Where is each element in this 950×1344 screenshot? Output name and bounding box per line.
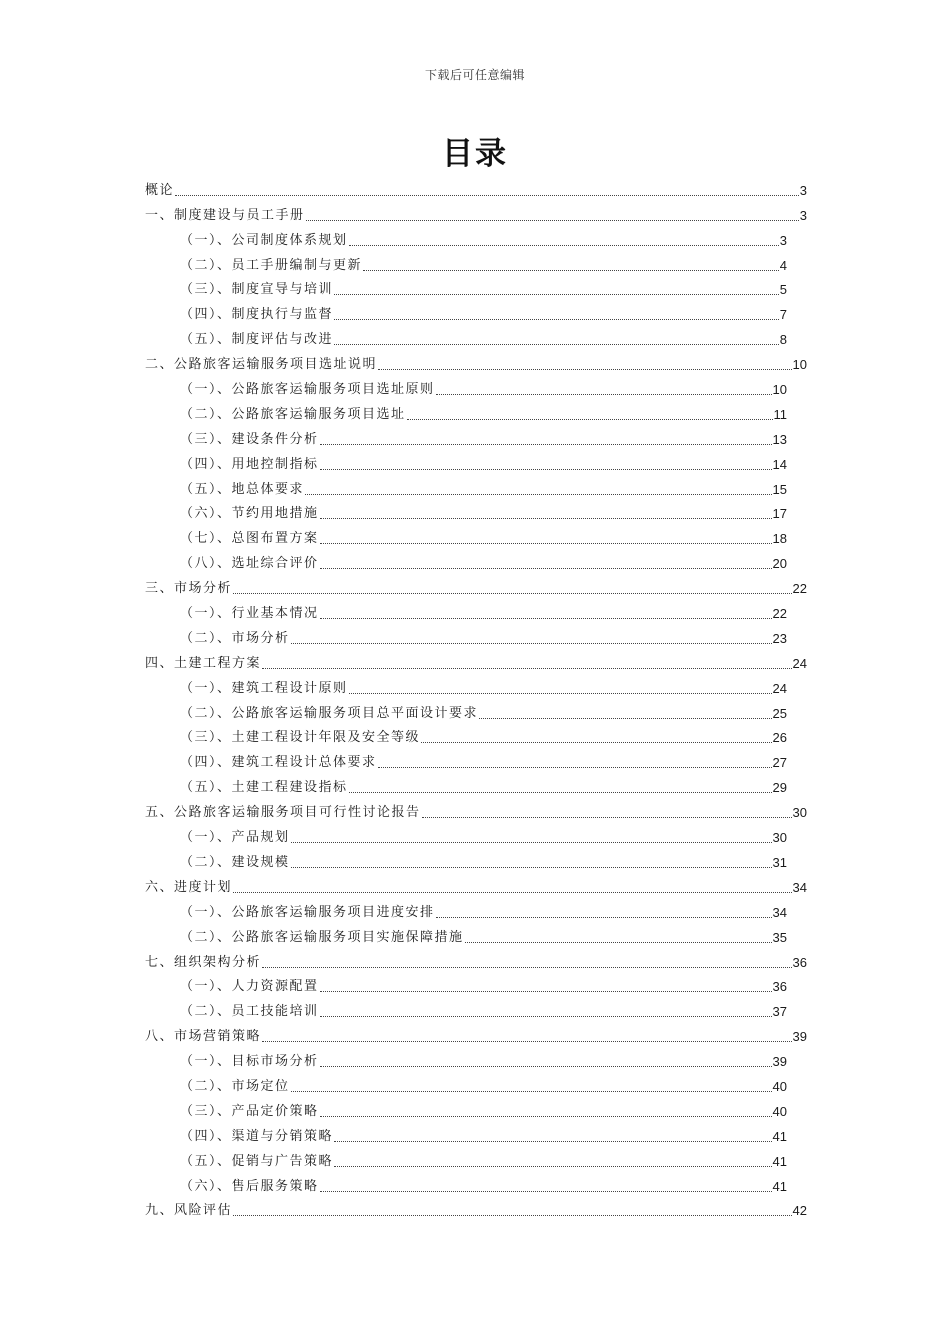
toc-dot-leader — [305, 494, 772, 495]
toc-entry-label: 四、土建工程方案 — [145, 655, 262, 671]
toc-entry[interactable] — [145, 348, 807, 373]
toc-entry[interactable] — [145, 672, 807, 697]
toc-entry-page: 11 — [773, 406, 787, 422]
toc-entry[interactable] — [145, 946, 807, 971]
toc-entry-page: 24 — [792, 655, 807, 671]
toc-entry[interactable] — [145, 473, 807, 498]
toc-entry-page: 41 — [772, 1178, 787, 1194]
toc-entry-label: （二）、公路旅客运输服务项目选址 — [180, 406, 406, 422]
toc-entry-label: （一）、目标市场分析 — [180, 1054, 319, 1070]
toc-dot-leader — [320, 568, 772, 569]
toc-dot-leader — [233, 892, 792, 893]
toc-dot-leader — [349, 245, 779, 246]
toc-entry-page: 24 — [772, 680, 787, 696]
toc-entry-label: 一、制度建设与员工手册 — [145, 207, 305, 223]
toc-entry-label: 二、公路旅客运输服务项目选址说明 — [145, 357, 378, 373]
toc-dot-leader — [334, 1141, 772, 1142]
toc-entry-page: 30 — [792, 805, 807, 821]
toc-entry[interactable] — [145, 771, 807, 796]
toc-entry[interactable] — [145, 199, 807, 224]
toc-entry-label: （三）、制度宣导与培训 — [180, 282, 334, 298]
toc-entry-page: 27 — [772, 755, 787, 771]
toc-dot-leader — [320, 444, 772, 445]
toc-entry-label: （四）、制度执行与监督 — [180, 307, 334, 323]
toc-entry-label: （二）、建设规模 — [180, 854, 290, 870]
toc-entry[interactable] — [145, 1170, 807, 1195]
toc-entry-label: （三）、土建工程设计年限及安全等级 — [180, 730, 421, 746]
toc-dot-leader — [291, 1091, 772, 1092]
toc-entry-label: （二）、市场分析 — [180, 630, 290, 646]
toc-dot-leader — [421, 742, 772, 743]
toc-dot-leader — [291, 867, 772, 868]
toc-entry-page: 23 — [772, 630, 787, 646]
toc-entry[interactable] — [145, 647, 807, 672]
toc-entry[interactable] — [145, 821, 807, 846]
page-header: 下载后可任意编辑 — [424, 68, 525, 82]
toc-entry-label: （一）、人力资源配置 — [180, 979, 319, 995]
toc-entry[interactable] — [145, 547, 807, 572]
toc-entry-label: （五）、土建工程建设指标 — [180, 780, 348, 796]
toc-entry[interactable] — [145, 174, 807, 199]
toc-dot-leader — [306, 220, 799, 221]
toc-entry-label: （一）、建筑工程设计原则 — [180, 680, 348, 696]
toc-entry[interactable] — [145, 572, 807, 597]
toc-dot-leader — [320, 1066, 772, 1067]
toc-dot-leader — [320, 543, 772, 544]
toc-dot-leader — [363, 270, 779, 271]
toc-entry[interactable] — [145, 274, 807, 299]
toc-dot-leader — [233, 593, 792, 594]
toc-dot-leader — [233, 1215, 792, 1216]
toc-dot-leader — [320, 469, 772, 470]
toc-entry-page: 4 — [779, 257, 787, 273]
toc-entry[interactable] — [145, 995, 807, 1020]
toc-entry-label: （一）、公路旅客运输服务项目选址原则 — [180, 382, 435, 398]
toc-dot-leader — [334, 294, 779, 295]
toc-dot-leader — [334, 319, 779, 320]
toc-entry[interactable] — [145, 249, 807, 274]
toc-entry-page: 41 — [772, 1153, 787, 1169]
toc-entry[interactable] — [145, 522, 807, 547]
toc-entry-page: 7 — [779, 307, 787, 323]
toc-dot-leader — [262, 967, 792, 968]
toc-dot-leader — [291, 643, 772, 644]
toc-entry-label: （二）、公路旅客运输服务项目实施保障措施 — [180, 929, 464, 945]
toc-entry-page: 22 — [772, 606, 787, 622]
toc-entry-page: 41 — [772, 1128, 787, 1144]
toc-dot-leader — [465, 942, 772, 943]
toc-entry-label: （六）、售后服务策略 — [180, 1178, 319, 1194]
toc-entry[interactable] — [145, 423, 807, 448]
toc-dot-leader — [378, 369, 792, 370]
toc-entry-label: （六）、节约用地措施 — [180, 506, 319, 522]
toc-dot-leader — [407, 419, 773, 420]
toc-entry-label: 五、公路旅客运输服务项目可行性讨论报告 — [145, 805, 421, 821]
toc-entry-page: 3 — [799, 207, 807, 223]
toc-entry-page: 34 — [772, 904, 787, 920]
toc-entry[interactable] — [145, 398, 807, 423]
toc-dot-leader — [320, 991, 772, 992]
toc-dot-leader — [175, 195, 799, 196]
toc-entry[interactable] — [145, 1070, 807, 1095]
toc-entry[interactable] — [145, 1095, 807, 1120]
toc-entry-page: 37 — [772, 1004, 787, 1020]
toc-entry-page: 39 — [792, 1029, 807, 1045]
toc-entry[interactable] — [145, 871, 807, 896]
toc-entry-page: 39 — [772, 1054, 787, 1070]
toc-entry[interactable] — [145, 498, 807, 523]
toc-entry[interactable] — [145, 796, 807, 821]
toc-dot-leader — [436, 917, 772, 918]
toc-dot-leader — [262, 1041, 792, 1042]
toc-entry-page: 30 — [772, 830, 787, 846]
toc-entry[interactable] — [145, 697, 807, 722]
toc-entry-page: 40 — [772, 1078, 787, 1094]
toc-entry[interactable] — [145, 1195, 807, 1220]
toc-entry-page: 40 — [772, 1103, 787, 1119]
toc-entry-page: 3 — [779, 232, 787, 248]
toc-dot-leader — [422, 817, 792, 818]
toc-dot-leader — [349, 792, 772, 793]
toc-entry[interactable] — [145, 597, 807, 622]
toc-entry-label: （五）、制度评估与改进 — [180, 332, 334, 348]
toc-entry-page: 36 — [792, 954, 807, 970]
toc-entry-label: 七、组织架构分析 — [145, 954, 262, 970]
toc-entry-label: （一）、公司制度体系规划 — [180, 232, 348, 248]
toc-entry-label: （八）、选址综合评价 — [180, 556, 319, 572]
toc-entry-page: 15 — [772, 481, 787, 497]
toc-dot-leader — [262, 668, 792, 669]
toc-entry-label: （二）、市场定位 — [180, 1078, 290, 1094]
toc-entry-label: （四）、渠道与分销策略 — [180, 1128, 334, 1144]
toc-entry-label: 九、风险评估 — [145, 1203, 233, 1219]
toc-entry-page: 14 — [772, 456, 787, 472]
toc-dot-leader — [320, 618, 772, 619]
toc-entry[interactable] — [145, 298, 807, 323]
toc-entry[interactable] — [145, 846, 807, 871]
toc-entry-page: 17 — [772, 506, 787, 522]
toc-entry[interactable] — [145, 622, 807, 647]
toc-entry-page: 8 — [779, 332, 787, 348]
toc-entry-page: 22 — [792, 581, 807, 597]
toc-entry-label: （五）、地总体要求 — [180, 481, 305, 497]
toc-entry-label: 六、进度计划 — [145, 879, 233, 895]
toc-entry[interactable] — [145, 896, 807, 921]
toc-dot-leader — [334, 1166, 772, 1167]
toc-entry-page: 42 — [792, 1203, 807, 1219]
toc-title: 目录 — [442, 136, 508, 172]
toc-dot-leader — [436, 394, 772, 395]
toc-entry[interactable] — [145, 323, 807, 348]
toc-entry-label: （二）、公路旅客运输服务项目总平面设计要求 — [180, 705, 479, 721]
toc-entry-page: 25 — [772, 705, 787, 721]
toc-entry[interactable] — [145, 373, 807, 398]
toc-entry-label: （七）、总图布置方案 — [180, 531, 319, 547]
toc-entry[interactable] — [145, 1045, 807, 1070]
toc-entry-page: 10 — [792, 357, 807, 373]
toc-entry-label: （二）、员工技能培训 — [180, 1004, 319, 1020]
toc-dot-leader — [479, 718, 772, 719]
toc-entry[interactable] — [145, 224, 807, 249]
toc-entry-label: （四）、用地控制指标 — [180, 456, 319, 472]
toc-dot-leader — [349, 693, 772, 694]
toc-entry-label: （一）、行业基本情况 — [180, 606, 319, 622]
toc-entry-label: （一）、产品规划 — [180, 830, 290, 846]
toc-entry-page: 10 — [772, 382, 787, 398]
toc-dot-leader — [378, 767, 772, 768]
toc-entry-label: （五）、促销与广告策略 — [180, 1153, 334, 1169]
toc-entry[interactable] — [145, 1145, 807, 1170]
toc-entry[interactable] — [145, 722, 807, 747]
toc-entry-label: 概论 — [145, 182, 175, 198]
toc-dot-leader — [320, 1116, 772, 1117]
toc-entry-page: 29 — [772, 780, 787, 796]
toc-entry-page: 36 — [772, 979, 787, 995]
table-of-contents — [145, 174, 807, 1219]
toc-entry-page: 20 — [772, 556, 787, 572]
toc-dot-leader — [291, 842, 772, 843]
toc-entry-label: （二）、员工手册编制与更新 — [180, 257, 363, 273]
toc-entry-label: （三）、建设条件分析 — [180, 431, 319, 447]
toc-entry-label: （一）、公路旅客运输服务项目进度安排 — [180, 904, 435, 920]
toc-entry-label: （四）、建筑工程设计总体要求 — [180, 755, 377, 771]
toc-entry-page: 35 — [772, 929, 787, 945]
toc-entry[interactable] — [145, 746, 807, 771]
toc-entry[interactable] — [145, 1020, 807, 1045]
toc-dot-leader — [320, 518, 772, 519]
toc-entry-label: （三）、产品定价策略 — [180, 1103, 319, 1119]
toc-entry-page: 13 — [772, 431, 787, 447]
toc-entry-page: 26 — [772, 730, 787, 746]
toc-entry-label: 八、市场营销策略 — [145, 1029, 262, 1045]
toc-entry-page: 18 — [772, 531, 787, 547]
toc-entry[interactable] — [145, 448, 807, 473]
toc-entry-page: 34 — [792, 879, 807, 895]
toc-entry-label: 三、市场分析 — [145, 581, 233, 597]
toc-entry-page: 31 — [772, 854, 787, 870]
toc-entry-page: 3 — [799, 182, 807, 198]
toc-dot-leader — [334, 344, 779, 345]
toc-dot-leader — [320, 1191, 772, 1192]
toc-dot-leader — [320, 1016, 772, 1017]
toc-entry[interactable] — [145, 921, 807, 946]
toc-entry-page: 5 — [779, 282, 787, 298]
toc-entry[interactable] — [145, 1120, 807, 1145]
toc-entry[interactable] — [145, 971, 807, 996]
